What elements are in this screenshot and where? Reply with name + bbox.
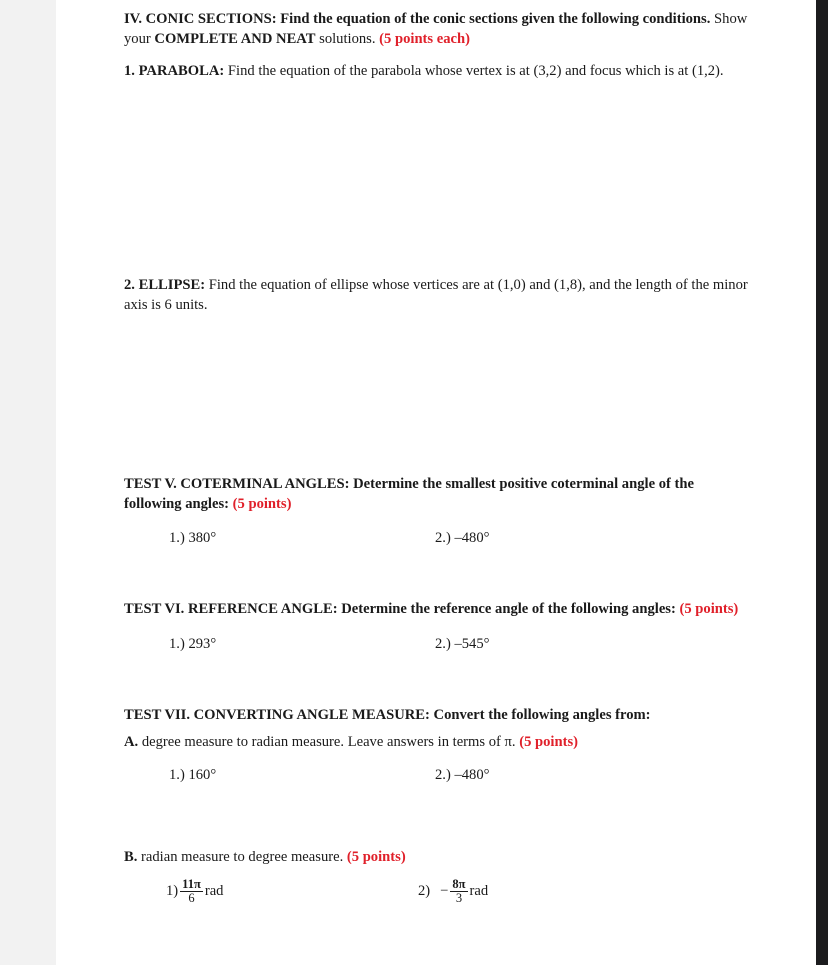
question-ellipse (124, 275, 754, 315)
test5-item-1: 1.) 380° (169, 530, 217, 546)
test7-a-item-1: 1.) 160° (169, 767, 217, 783)
b2-denominator: 3 (455, 891, 463, 905)
test7-heading (124, 705, 754, 725)
b2-prefix: 2) (418, 883, 431, 899)
test4-complete: COMPLETE AND NEAT (154, 31, 316, 47)
right-dark-edge (816, 0, 828, 965)
part-a-label: A. (124, 734, 139, 750)
part-a-text: degree measure to radian measure. Leave answers in terms of π. (141, 734, 516, 750)
parabola-text: Find the equation of the parabola whose vertex is at (3,2) and focus which is at (1,2). (227, 63, 724, 79)
test7-b-item-1 (166, 878, 223, 905)
b1-denominator: 6 (188, 891, 195, 905)
test4-points: (5 points each) (379, 31, 470, 47)
test4-heading: IV. CONIC SECTIONS: Find the equation of the conic sections given the following conditions. (124, 11, 711, 27)
test4-solutions: solutions. (315, 31, 376, 47)
document-page (56, 0, 816, 965)
b2-unit: rad (469, 883, 489, 899)
test7-b-item-2 (418, 878, 488, 905)
b1-numerator: 11π (182, 877, 201, 891)
b2-fraction (450, 878, 467, 905)
test6-item-2: 2.) –545° (435, 636, 490, 652)
test5-points: (5 points) (232, 496, 292, 512)
test5-heading: TEST V. COTERMINAL ANGLES: Determine the smallest positive coterminal angle of the following angles: (124, 476, 694, 512)
test5-item-2: 2.) –480° (435, 530, 490, 546)
test4-instructions (124, 9, 754, 49)
part-b-label: B. (124, 849, 138, 865)
b1-fraction (180, 878, 203, 905)
left-margin (0, 0, 56, 965)
test7-heading-text: TEST VII. CONVERTING ANGLE MEASURE: Convert the following angles from: (124, 707, 651, 723)
part-b-points: (5 points) (346, 849, 406, 865)
question-parabola (124, 61, 754, 81)
test4-show: Show your (124, 11, 748, 47)
part-a-points: (5 points) (519, 734, 578, 750)
test7-part-b (124, 847, 754, 867)
b1-unit: rad (204, 883, 224, 899)
test6-points: (5 points) (679, 601, 739, 617)
ellipse-text: Find the equation of ellipse whose vertices are at (1,0) and (1,8), and the length of the minor axis is 6 units. (124, 277, 748, 313)
part-b-text: radian measure to degree measure. (141, 849, 344, 865)
test6-heading: TEST VI. REFERENCE ANGLE: Determine the reference angle of the following angles: (124, 601, 676, 617)
test6-item-1: 1.) 293° (169, 636, 217, 652)
parabola-label: 1. PARABOLA: (124, 63, 225, 79)
b2-sign: − (440, 883, 449, 899)
test5-instructions (124, 474, 754, 514)
b2-numerator: 8π (452, 877, 466, 891)
ellipse-label: 2. ELLIPSE: (124, 277, 206, 293)
test7-part-a (124, 732, 754, 752)
test7-a-item-2: 2.) –480° (435, 767, 490, 783)
b1-prefix: 1) (166, 883, 179, 899)
test6-instructions (124, 599, 754, 619)
